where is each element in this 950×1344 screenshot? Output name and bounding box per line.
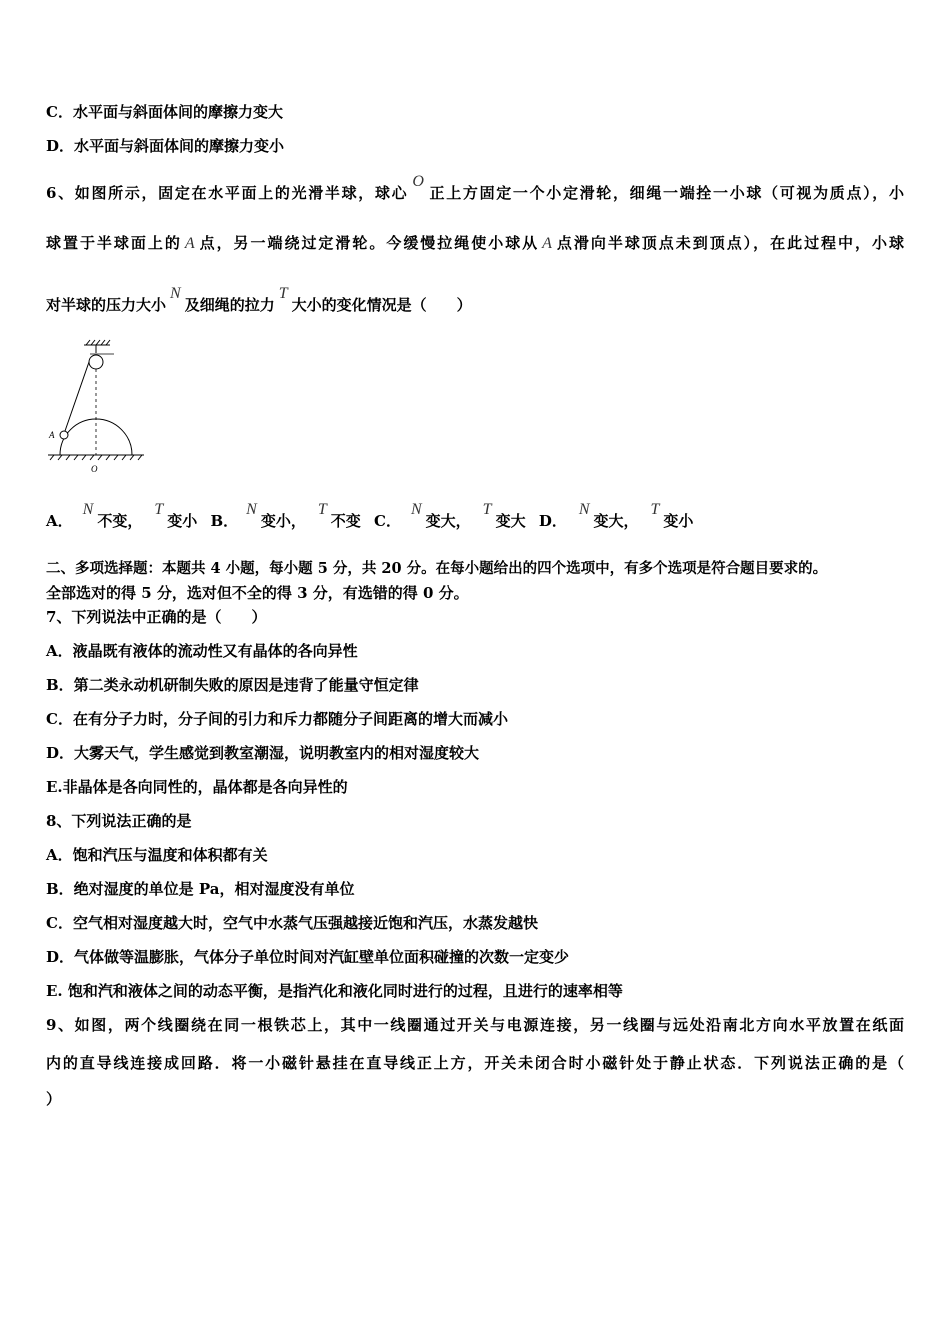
- option-d-prev: D．水平面与斜面体间的摩擦力变小: [46, 137, 285, 155]
- hemisphere-pulley-figure: [44, 336, 149, 476]
- q7-option-e[interactable]: E.非晶体是各向同性的，晶体都是各向异性的: [46, 778, 348, 796]
- q6-stem-line1: 6、如图所示，固定在水平面上的光滑半球，球心O正上方固定一个小定滑轮，细绳一端拴一小球（可视为质点），小: [46, 173, 904, 202]
- q8-option-b[interactable]: B．绝对湿度的单位是 Pa，相对湿度没有单位: [46, 880, 355, 898]
- pulley: [89, 355, 103, 369]
- q6-option-a[interactable]: A．N不变，T变小: [46, 501, 198, 530]
- q8-stem: 8、下列说法正确的是: [46, 812, 192, 830]
- q8-option-a[interactable]: A．饱和汽压与温度和体积都有关: [46, 846, 268, 864]
- q7-stem: 7、下列说法中正确的是（ ）: [46, 608, 267, 626]
- var-t: T: [154, 501, 164, 518]
- var-n: N: [82, 501, 94, 518]
- option-c-prev: C．水平面与斜面体间的摩擦力变大: [46, 103, 283, 121]
- section2-heading-line1: 二、多项选择题：本题共 4 小题，每小题 5 分，共 20 分。在每小题给出的四个选项中，有多个选项是符合题目要求的。: [46, 560, 828, 577]
- label-a: A: [49, 430, 55, 440]
- var-n: N: [246, 501, 257, 518]
- q6-stem-line3: 对半球的压力大小N及细绳的拉力T大小的变化情况是（ ）: [46, 285, 472, 314]
- var-a-2: A: [542, 235, 552, 252]
- q7-option-a[interactable]: A．液晶既有液体的流动性又有晶体的各向异性: [46, 642, 358, 660]
- q7-option-c[interactable]: C．在有分子力时，分子间的引力和斥力都随分子间距离的增大而减小: [46, 710, 508, 728]
- q6-option-d[interactable]: D．N变大，T变小: [538, 501, 694, 530]
- var-t: T: [278, 285, 288, 302]
- q6-option-b[interactable]: B．N变小，T不变: [210, 501, 361, 530]
- q8-option-c[interactable]: C．空气相对湿度越大时，空气中水蒸气压强越接近饱和汽压，水蒸发越快: [46, 914, 538, 932]
- var-t: T: [317, 501, 327, 518]
- section2-heading-line2: 全部选对的得 5 分，选对但不全的得 3 分，有选错的得 0 分。: [46, 584, 469, 602]
- var-a: A: [184, 235, 195, 252]
- q8-option-d[interactable]: D．气体做等温膨胀，气体分子单位时间对汽缸壁单位面积碰撞的次数一定变少: [46, 948, 570, 966]
- label-o: O: [91, 464, 98, 474]
- var-t: T: [482, 501, 492, 518]
- var-n: N: [410, 501, 422, 518]
- q7-option-d[interactable]: D．大雾天气，学生感觉到教室潮湿，说明教室内的相对湿度较大: [46, 744, 480, 762]
- q6-options: [46, 501, 694, 532]
- var-t: T: [650, 501, 660, 518]
- q8-option-e[interactable]: E. 饱和汽和液体之间的动态平衡，是指汽化和液化同时进行的过程，且进行的速率相等: [46, 982, 623, 1000]
- q9-stem-line3: ）: [46, 1090, 62, 1108]
- q6-option-c[interactable]: C．N变大，T变大: [374, 501, 526, 530]
- q9-stem-line1: 9、如图，两个线圈绕在同一根铁芯上，其中一线圈通过开关与电源连接，另一线圈与远处沿南北方向水平放置在纸面: [46, 1016, 904, 1034]
- var-n: N: [578, 501, 590, 518]
- var-o: O: [412, 173, 424, 190]
- q6-stem-line2: 球置于半球面上的 A 点，另一端绕过定滑轮。今缓慢拉绳使小球从 A 点滑向半球顶点未到顶点），在此过程中，小球: [46, 234, 904, 252]
- q7-option-b[interactable]: B．第二类永动机研制失败的原因是违背了能量守恒定律: [46, 676, 419, 694]
- q9-stem-line2: 内的直导线连接成回路．将一小磁针悬挂在直导线正上方，开关未闭合时小磁针处于静止状态．下列说法正确的是（: [46, 1054, 904, 1072]
- ball: [60, 431, 68, 439]
- var-n: N: [170, 285, 181, 302]
